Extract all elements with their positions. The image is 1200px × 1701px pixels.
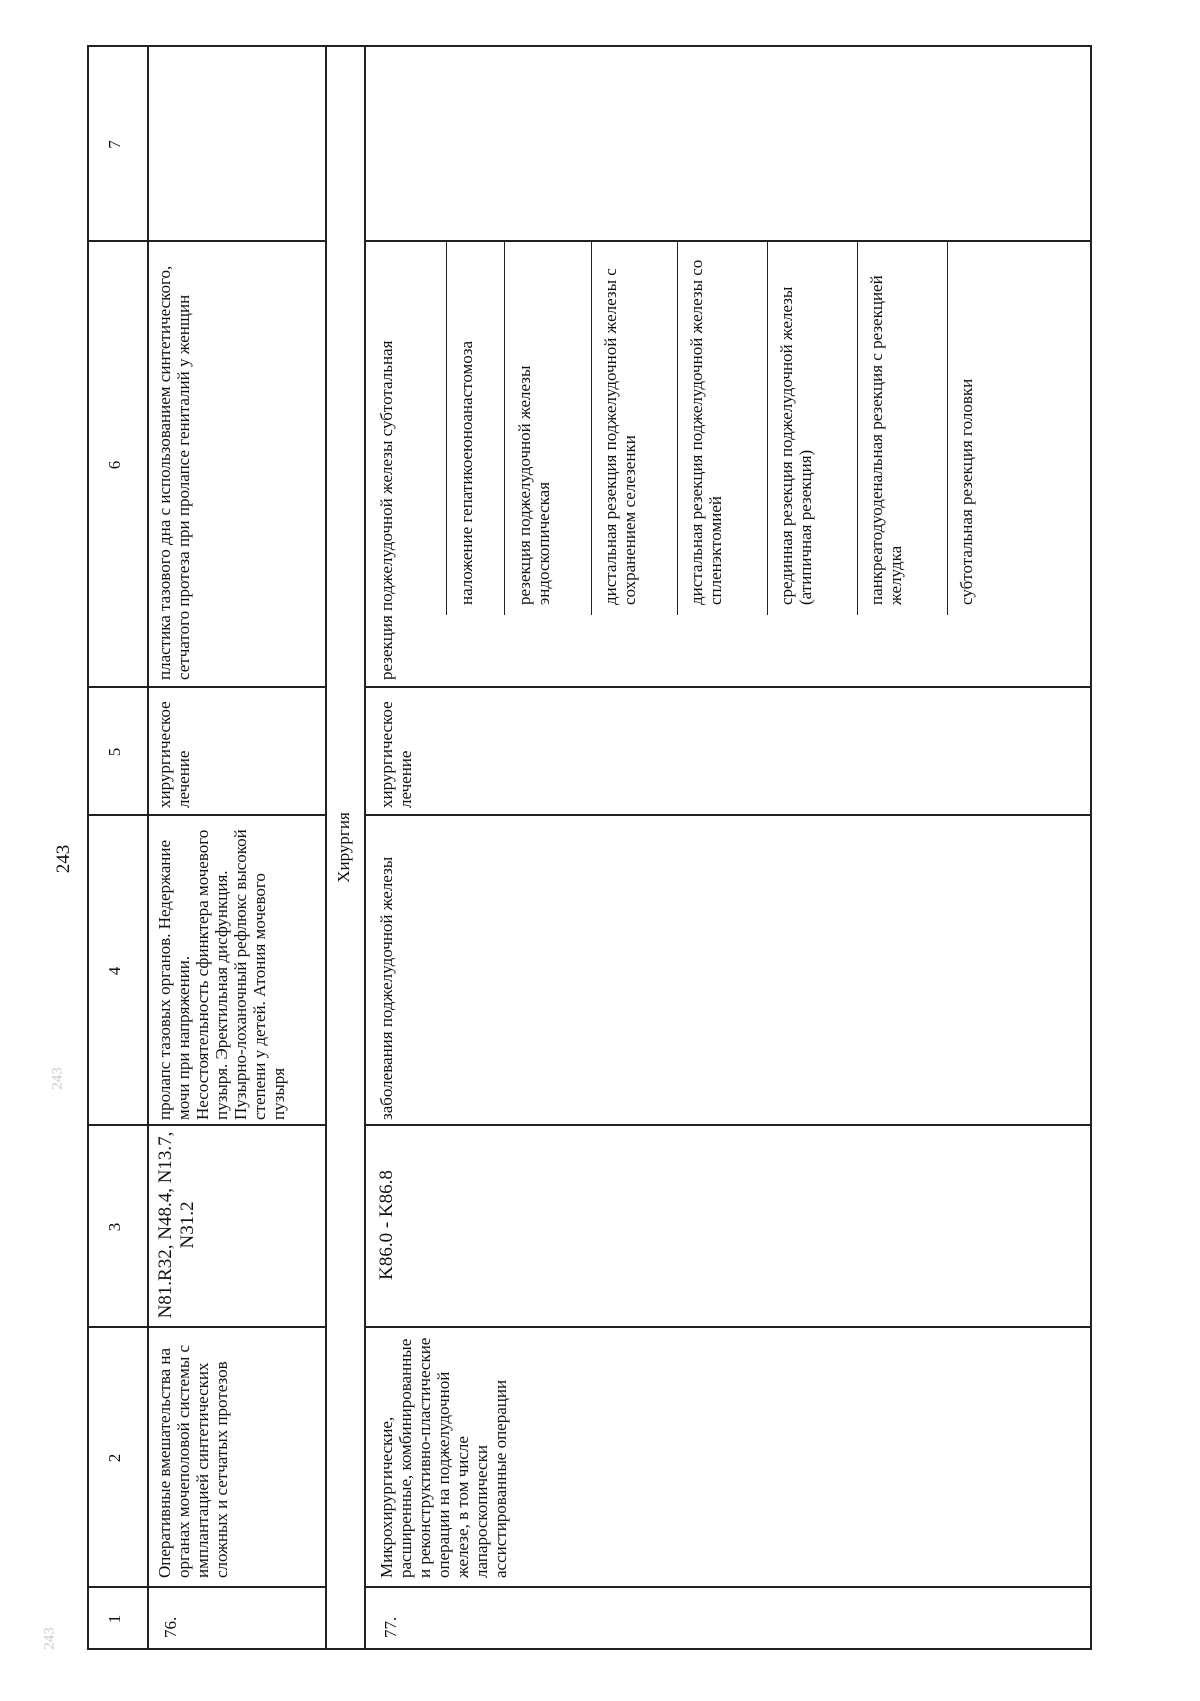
- section-title: Хирургия: [334, 812, 353, 883]
- ghost-mark: 243: [41, 1627, 58, 1650]
- col-header-7: 7: [105, 140, 124, 149]
- col-header-2: 2: [105, 1453, 124, 1463]
- row77-treatment: хирургическое лечение: [377, 701, 415, 808]
- ghost-mark: 243: [49, 1067, 66, 1090]
- row77-method: субтотальная резекция головки: [957, 378, 976, 605]
- row76-codes: N81.R32, N48.4, N13.7, N31.2: [155, 1131, 198, 1319]
- row76-disease: пролапс тазовых органов. Недержание мочи при напряжении. Несостоятельность сфинктера мочевого пузыря. Эректильная дисфункция. Пузырно-лоханочный рефлюкс высокой степени у детей. Атония мочевого пузыря: [155, 829, 288, 1120]
- row77-method: резекция поджелудочной железы эндоскопическая: [515, 365, 553, 605]
- row77-disease: заболевания поджелудочной железы: [377, 856, 396, 1120]
- row76-treatment: хирургическое лечение: [155, 701, 193, 808]
- col-header-3: 3: [105, 1222, 124, 1232]
- row77-method: дистальная резекция поджелудочной железы с сохранением селезенки: [601, 268, 639, 605]
- col-header-1: 1: [105, 1614, 124, 1624]
- row77-number: 77.: [381, 1616, 400, 1638]
- row77-method: дистальная резекция поджелудочной железы со спленэктомией: [687, 259, 725, 605]
- col-header-5: 5: [105, 747, 124, 757]
- row76-method: пластика тазового дна с использованием синтетического, сетчатого протеза при пролапсе гениталий у женщин: [155, 265, 193, 680]
- row77-method: срединная резекция поджелудочной железы (атипичная резекция): [777, 286, 815, 605]
- col-header-4: 4: [105, 966, 124, 976]
- row76-number: 76.: [161, 1616, 180, 1638]
- col-header-6: 6: [105, 460, 124, 470]
- row77-method: наложение гепатикоеюноанастомоза: [457, 340, 476, 605]
- row77-method: панкреатодуоденальная резекция с резекцией желудка: [867, 275, 905, 605]
- row77-method: резекция поджелудочной железы субтотальная: [377, 340, 396, 680]
- page-number: 243: [53, 844, 74, 874]
- rotated-table: [87, 45, 1092, 1650]
- row77-codes: K86.0 - K86.8: [376, 1170, 397, 1280]
- row76-name: Оперативные вмешательства на органах мочеполовой системы с имплантацией синтетических сложных и сетчатых протезов: [155, 1344, 231, 1578]
- row77-name: Микрохирургические, расширенные, комбинированные и реконструктивно-пластические операции на поджелудочной железе, в том числе лапароскопически ассистированные операции: [377, 1337, 510, 1578]
